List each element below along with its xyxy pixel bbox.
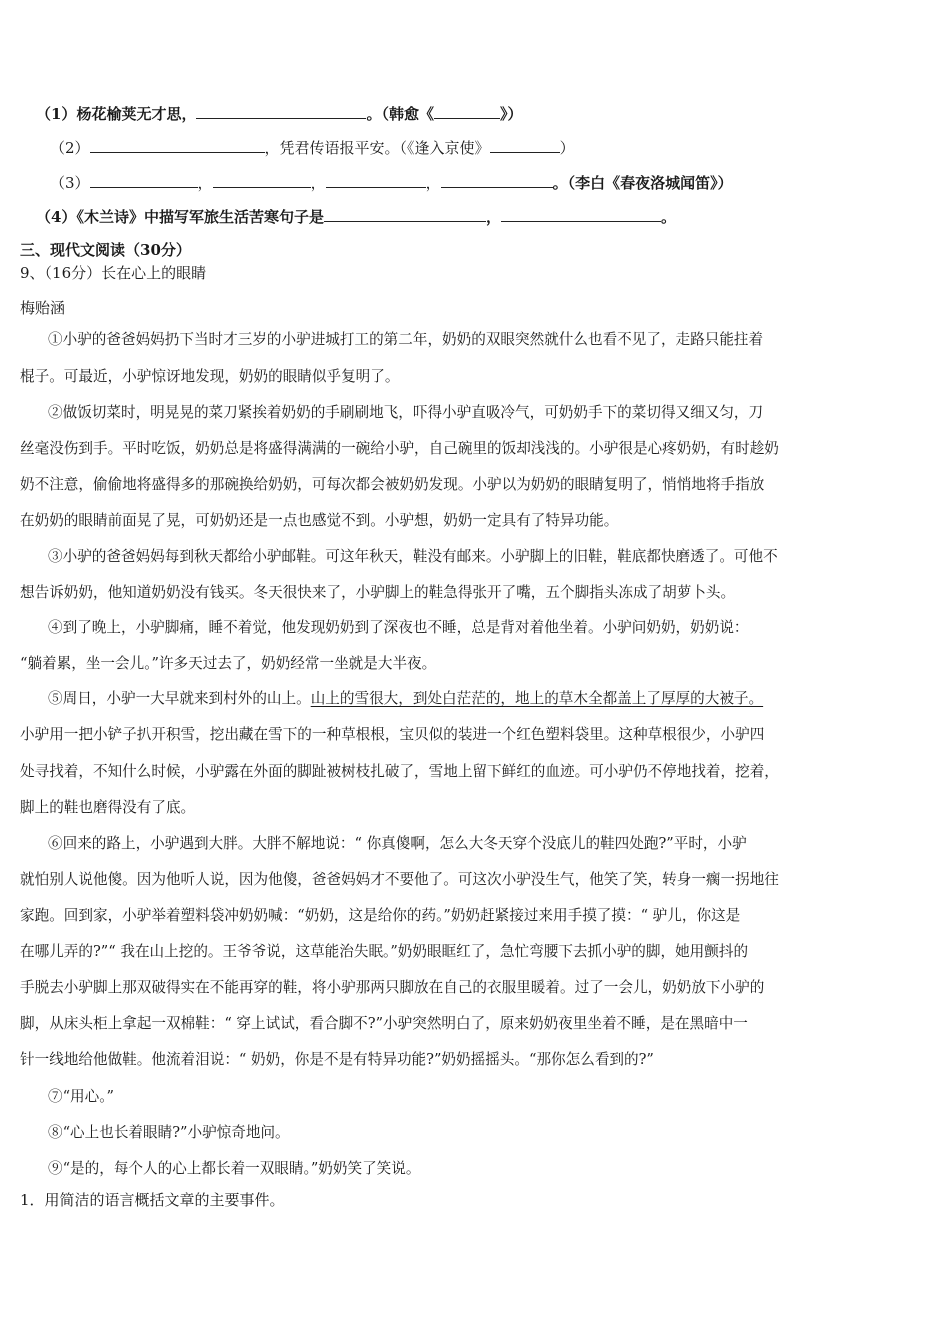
- passage-line: 想告诉奶奶，他知道奶奶没有钱买。冬天很快来了，小驴脚上的鞋急得张开了嘴，五个脚指头冻成了胡萝卜头。: [20, 584, 736, 601]
- question-number: （3）: [50, 174, 90, 192]
- poem-question-3: [50, 172, 733, 193]
- question-9-header: 9、（16分）长在心上的眼睛: [20, 264, 207, 282]
- question-number: （4）: [36, 208, 77, 226]
- answer-blank[interactable]: [90, 172, 198, 188]
- passage-line: 在奶奶的眼睛前面晃了晃，可奶奶还是一点也感觉不到。小驴想，奶奶一定具有了特异功能。: [20, 512, 619, 529]
- poem-text: 《木兰诗》中描写军旅生活苦寒句子是: [76, 208, 324, 226]
- question-number: （2）: [50, 139, 90, 157]
- answer-blank[interactable]: [434, 103, 500, 119]
- poem-source: 。（韩愈《: [366, 105, 434, 123]
- passage-paragraph-5: [48, 689, 763, 709]
- poem-question-4: [36, 206, 676, 227]
- passage-line: 家跑。回到家，小驴举着塑料袋冲奶奶喊：“奶奶，这是给你的药。”奶奶赶紧接过来用手摸了摸：“ 驴儿，你这是: [20, 907, 741, 924]
- passage-paragraph-3: ③小驴的爸爸妈妈每到秋天都给小驴邮鞋。可这年秋天，鞋没有邮来。小驴脚上的旧鞋，鞋底都快磨透了。可他不: [48, 548, 778, 565]
- question-number: （1）: [36, 105, 77, 123]
- underlined-sentence: 山上的雪很大，到处白茫茫的，地上的草木全都盖上了厚厚的大被子。: [310, 690, 764, 707]
- answer-blank[interactable]: [501, 206, 661, 222]
- passage-line: 就怕别人说他傻。因为他听人说，因为他傻，爸爸妈妈才不要他了。可这次小驴没生气，他笑了笑，转身一瘸一拐地往: [20, 871, 779, 888]
- poem-source: 。（李白《春夜洛城闻笛》）: [552, 174, 733, 192]
- answer-blank[interactable]: [490, 137, 560, 153]
- passage-paragraph-9: ⑨“是的，每个人的心上都长着一双眼睛。”奶奶笑了笑说。: [48, 1160, 421, 1177]
- passage-line: 脚上的鞋也磨得没有了底。: [20, 799, 196, 816]
- passage-paragraph-1: ①小驴的爸爸妈妈扔下当时才三岁的小驴进城打工的第二年，奶奶的双眼突然就什么也看不见了，走路只能拄着: [48, 331, 764, 348]
- passage-text: ⑤周日，小驴一大早就来到村外的山上。: [48, 690, 311, 707]
- poem-text: 杨花榆荚无才思，: [76, 105, 197, 123]
- answer-blank[interactable]: [213, 172, 311, 188]
- passage-line: 处寻找着，不知什么时候，小驴露在外面的脚趾被树枝扎破了，雪地上留下鲜红的血迹。可小驴仍不停地找着，挖着，: [20, 763, 779, 780]
- comma: ，: [310, 174, 326, 192]
- answer-blank[interactable]: [441, 172, 553, 188]
- poem-text: ，凭君传语报平安。（《逢入京使》: [264, 139, 490, 157]
- comma: ，: [485, 208, 501, 226]
- poem-question-2: [50, 137, 575, 158]
- passage-paragraph-4: ④到了晚上，小驴脚痛，睡不着觉，他发现奶奶到了深夜也不睡，总是背对着他坐着。小驴问奶奶，奶奶说：: [48, 619, 749, 636]
- poem-source-end: 》）: [499, 105, 523, 123]
- passage-paragraph-8: ⑧“心上也长着眼睛?”小驴惊奇地问。: [48, 1124, 290, 1141]
- passage-line: 手脱去小驴脚上那双破得实在不能再穿的鞋，将小驴那两只脚放在自己的衣服里暖着。过了一会儿，奶奶放下小驴的: [20, 979, 765, 996]
- comma: ，: [197, 174, 213, 192]
- answer-blank[interactable]: [196, 103, 366, 119]
- passage-paragraph-6: ⑥回来的路上，小驴遇到大胖。大胖不解地说：“ 你真傻啊，怎么大冬天穿个没底儿的鞋四处跑?”平时，小驴: [48, 835, 747, 852]
- passage-line: 在哪儿弄的?”“ 我在山上挖的。王爷爷说，这草能治失眠。”奶奶眼眶红了，急忙弯腰下去抓小驴的脚，她用颤抖的: [20, 943, 749, 960]
- poem-question-1: [36, 103, 522, 124]
- answer-blank[interactable]: [326, 172, 426, 188]
- period: 。: [660, 208, 676, 226]
- passage-line: 丝毫没伤到手。平时吃饭，奶奶总是将盛得满满的一碗给小驴，自己碗里的饭却浅浅的。小驴很是心疼奶奶，有时趁奶: [20, 440, 779, 457]
- passage-line: 棍子。可最近，小驴惊讶地发现，奶奶的眼睛似乎复明了。: [20, 368, 400, 385]
- passage-line: “躺着累，坐一会儿。”许多天过去了，奶奶经常一坐就是大半夜。: [20, 655, 437, 672]
- answer-blank[interactable]: [324, 206, 486, 222]
- sub-question-1: 1．用简洁的语言概括文章的主要事件。: [20, 1191, 285, 1209]
- passage-line: 奶不注意，偷偷地将盛得多的那碗换给奶奶，可每次都会被奶奶发现。小驴以为奶奶的眼睛复明了，悄悄地将手指放: [20, 476, 765, 493]
- passage-line: 小驴用一把小铲子扒开积雪，挖出藏在雪下的一种草根根，宝贝似的装进一个红色塑料袋里。这种草根很少，小驴四: [20, 726, 765, 743]
- passage-line: 脚，从床头柜上拿起一双棉鞋：“ 穿上试试，看合脚不?”小驴突然明白了，原来奶奶夜里坐着不睡，是在黑暗中一: [20, 1015, 748, 1032]
- author-name: 梅贻涵: [20, 299, 66, 317]
- passage-line: 针一线地给他做鞋。他流着泪说：“ 奶奶，你是不是有特异功能?”奶奶摇摇头。“那你怎么看到的?”: [20, 1051, 654, 1068]
- poem-source-end: ）: [559, 139, 575, 157]
- section-title: 三、现代文阅读（30分）: [20, 241, 191, 259]
- answer-blank[interactable]: [90, 137, 265, 153]
- comma: ，: [425, 174, 441, 192]
- passage-paragraph-2: ②做饭切菜时，明晃晃的菜刀紧挨着奶奶的手刷刷地飞，吓得小驴直吸冷气，可奶奶手下的菜切得又细又匀，刀: [48, 404, 764, 421]
- passage-paragraph-7: ⑦“用心。”: [48, 1088, 114, 1105]
